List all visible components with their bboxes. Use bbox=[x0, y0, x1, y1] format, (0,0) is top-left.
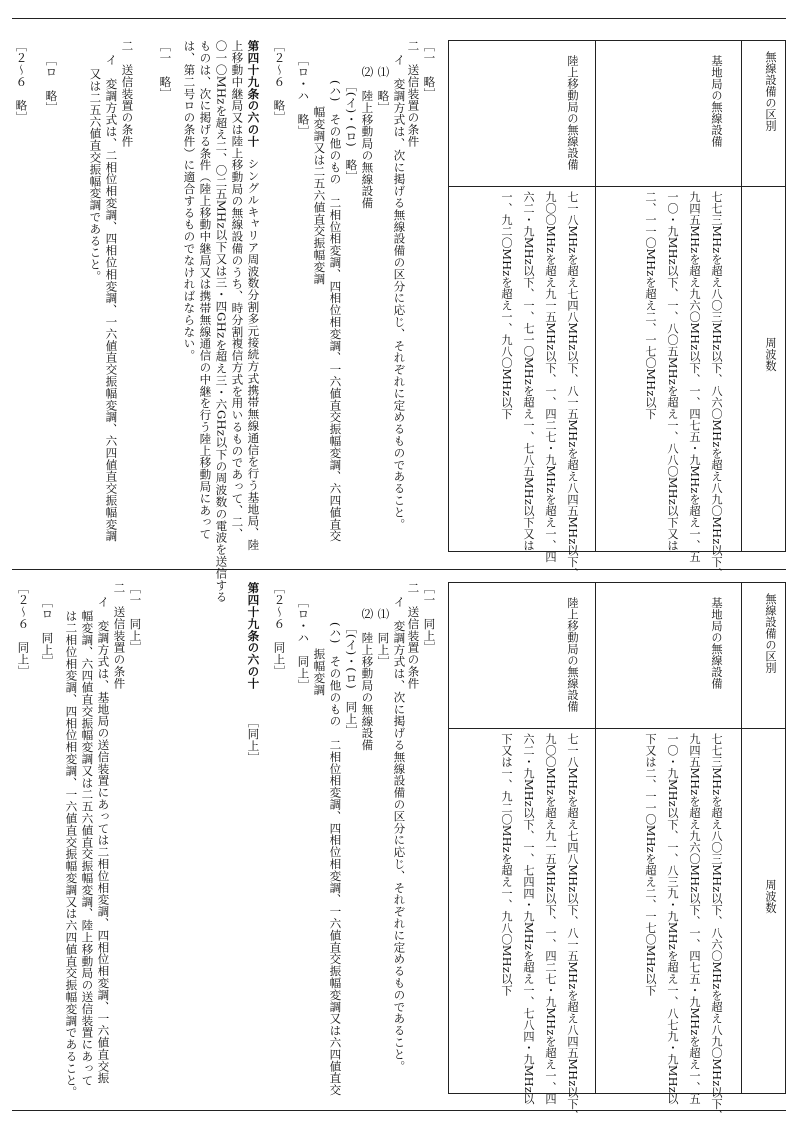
top-panel bbox=[8, 34, 790, 603]
mobile-station-freq-1: 七一八MHzを超え七四八MHz以下、八一五MHzを超え八四五MHz以下、 bbox=[566, 733, 579, 1122]
article-line: 上移動中継局又は陸上移動局の無線設備のうち、時分割複信方式を用いるものであって、二、 bbox=[230, 40, 245, 540]
article-line: 〇一〇MHzを超え二、〇二五MHz以下又は三・四GHzを超え三・六GHz以下の周波数の電波を送信する bbox=[214, 40, 229, 603]
text-line: ［２～６ 同上］ bbox=[272, 582, 287, 678]
article-line: ［２～６ 同上］ bbox=[16, 582, 31, 678]
article-line: イ 変調方式は、基地局の送信装置にあっては二相位相変調、四相位相変調、一六値直交振 bbox=[96, 596, 111, 1084]
base-station-label: 基地局の無線設備 bbox=[710, 597, 723, 689]
text-line: ［一 同上］ bbox=[422, 582, 437, 654]
header-category: 無線設備の区別 bbox=[764, 51, 777, 132]
article-line: は二相位相変調、四相位相変調、一六値直交振幅変調又は六四値直交振幅変調であること。 bbox=[64, 610, 79, 1098]
article-line: ［一 略］ bbox=[158, 40, 173, 100]
text-line: 二 送信装置の条件 bbox=[406, 582, 421, 690]
text-line: ⑴ 同上］ bbox=[376, 608, 391, 668]
mobile-station-freq-4: 下又は一、九二〇MHzを超え一、九八〇MHz以下 bbox=[500, 733, 513, 997]
base-station-freq-1: 七七三MHzを超え八〇三MHz以下、八六〇MHzを超え八九〇MHz以下、 bbox=[710, 733, 723, 1122]
text-line: ⑵ 陸上移動局の無線設備 bbox=[360, 66, 375, 209]
article-line: シングルキャリア周波数分割多元接続方式携帯無線通信を行う基地局、陸 bbox=[246, 158, 261, 551]
article-line: ものは、次に掲げる条件（陸上移動中継局又は携帯無線通信の中継を行う陸上移動局にあって bbox=[198, 40, 213, 540]
mobile-station-freq-4: 一、九二〇MHzを超え一、九八〇MHz以下 bbox=[500, 191, 513, 420]
top-rule bbox=[12, 18, 786, 19]
article-line: ［ロ 略］ bbox=[44, 54, 59, 114]
mobile-station-freq-2: 九〇〇MHzを超え九一五MHz以下、一、四二七・九MHzを超え一、四 bbox=[544, 191, 557, 563]
base-station-freq-3: 一〇・九MHz以下、一、八三九・九MHzを超え一、八七九・九MHz以 bbox=[666, 733, 679, 1105]
base-station-freq-1: 七七三MHzを超え八〇三MHz以下、八六〇MHzを超え八九〇MHz以下、 bbox=[710, 191, 723, 580]
text-line: ［ロ・ハ 同上］ bbox=[296, 596, 311, 692]
article-line: ［一 同上］ bbox=[128, 582, 143, 654]
base-station-freq-2: 九四五MHzを超え九六〇MHz以下、一、四七五・九MHzを超え一、五 bbox=[688, 733, 701, 1105]
text-line: イ 変調方式は、次に掲げる無線設備の区分に応じ、それぞれに定めるものであること。 bbox=[392, 54, 407, 530]
mobile-station-label: 陸上移動局の無線設備 bbox=[566, 55, 579, 170]
mobile-station-freq-1: 七一八MHzを超え七四八MHz以下、八一五MHzを超え八四五MHz以下、 bbox=[566, 191, 579, 580]
text-line: 二 送信装置の条件 bbox=[406, 40, 421, 148]
header-frequency: 周波数 bbox=[764, 337, 777, 372]
base-station-freq-2: 九四五MHzを超え九六〇MHz以下、一、四七五・九MHzを超え一、五 bbox=[688, 191, 701, 563]
base-station-freq-4: 二、一一〇MHzを超え二、一七〇MHz以下 bbox=[644, 191, 657, 420]
article-line: ［ロ 同上］ bbox=[40, 596, 55, 668]
text-line: ［２～６ 略］ bbox=[272, 40, 287, 124]
text-line: 幅変調又は二五六値直交振幅変調 bbox=[312, 106, 327, 285]
article-title: 第四十九条の六の十 bbox=[246, 40, 261, 148]
base-station-freq-4: 下又は二、一一〇MHzを超え二、一七〇MHz以下 bbox=[644, 733, 657, 997]
article-title: 第四十九条の六の十 bbox=[246, 582, 261, 690]
article-line: 二 送信装置の条件 bbox=[120, 40, 135, 148]
text-line: ⑴ 略］ bbox=[376, 66, 391, 114]
article-line: 二 送信装置の条件 bbox=[112, 582, 127, 690]
frequency-table bbox=[448, 40, 786, 580]
article-line: 又は二五六値直交振幅変調であること。 bbox=[88, 68, 103, 283]
article-line: は、第二号ロの条件）に適合するものでなければならない。 bbox=[182, 40, 197, 362]
text-line: イ 変調方式は、次に掲げる無線設備の区分に応じ、それぞれに定めるものであること。 bbox=[392, 596, 407, 1072]
header-frequency: 周波数 bbox=[764, 879, 777, 914]
base-station-label: 基地局の無線設備 bbox=[710, 55, 723, 147]
mobile-station-freq-3: 六二・九MHz以下、一、七四四・九MHzを超え一、七八四・九MHz以 bbox=[522, 733, 535, 1105]
article-note: ［同上］ bbox=[246, 716, 261, 764]
frequency-table bbox=[448, 582, 786, 1122]
bottom-panel bbox=[8, 576, 790, 1122]
mobile-station-label: 陸上移動局の無線設備 bbox=[566, 597, 579, 712]
header-category: 無線設備の区別 bbox=[764, 593, 777, 674]
mobile-station-freq-3: 六二・九MHz以下、一、七一〇MHzを超え一、七八五MHz以下又は bbox=[522, 191, 535, 552]
text-line: ［(イ)・(ロ) 同上］ bbox=[344, 622, 359, 737]
text-line: ⑵ 陸上移動局の無線設備 bbox=[360, 608, 375, 751]
mobile-station-freq-2: 九〇〇MHzを超え九一五MHz以下、一、四二七・九MHzを超え一、四 bbox=[544, 733, 557, 1105]
article-line: 幅変調、六四値直交振幅変調又は二五六値直交振幅変調、陸上移動局の送信装置にあって bbox=[80, 610, 95, 1086]
text-line: 振幅変調 bbox=[312, 648, 327, 696]
text-line: (ハ) その他のもの 二相位相変調、四相位相変調、一六値直交振幅変調又は六四値直交 bbox=[328, 622, 343, 1096]
article-line: イ 変調方式は、二相位相変調、四相位相変調、一六値直交振幅変調、六四値直交振幅変調 bbox=[104, 54, 119, 542]
text-line: ［(イ)・(ロ) 略］ bbox=[344, 80, 359, 183]
text-line: ［ロ・ハ 略］ bbox=[296, 54, 311, 138]
text-line: ［一 略］ bbox=[422, 40, 437, 100]
text-line: (ハ) その他のもの 二相位相変調、四相位相変調、一六値直交振幅変調、六四値直交 bbox=[328, 80, 343, 542]
bottom-rule bbox=[12, 1110, 786, 1111]
article-line: ［２～６ 略］ bbox=[14, 40, 29, 124]
base-station-freq-3: 一〇・九MHz以下、一、八〇五MHzを超え一、八八〇MHz以下又は bbox=[666, 191, 679, 552]
middle-rule bbox=[12, 569, 786, 570]
